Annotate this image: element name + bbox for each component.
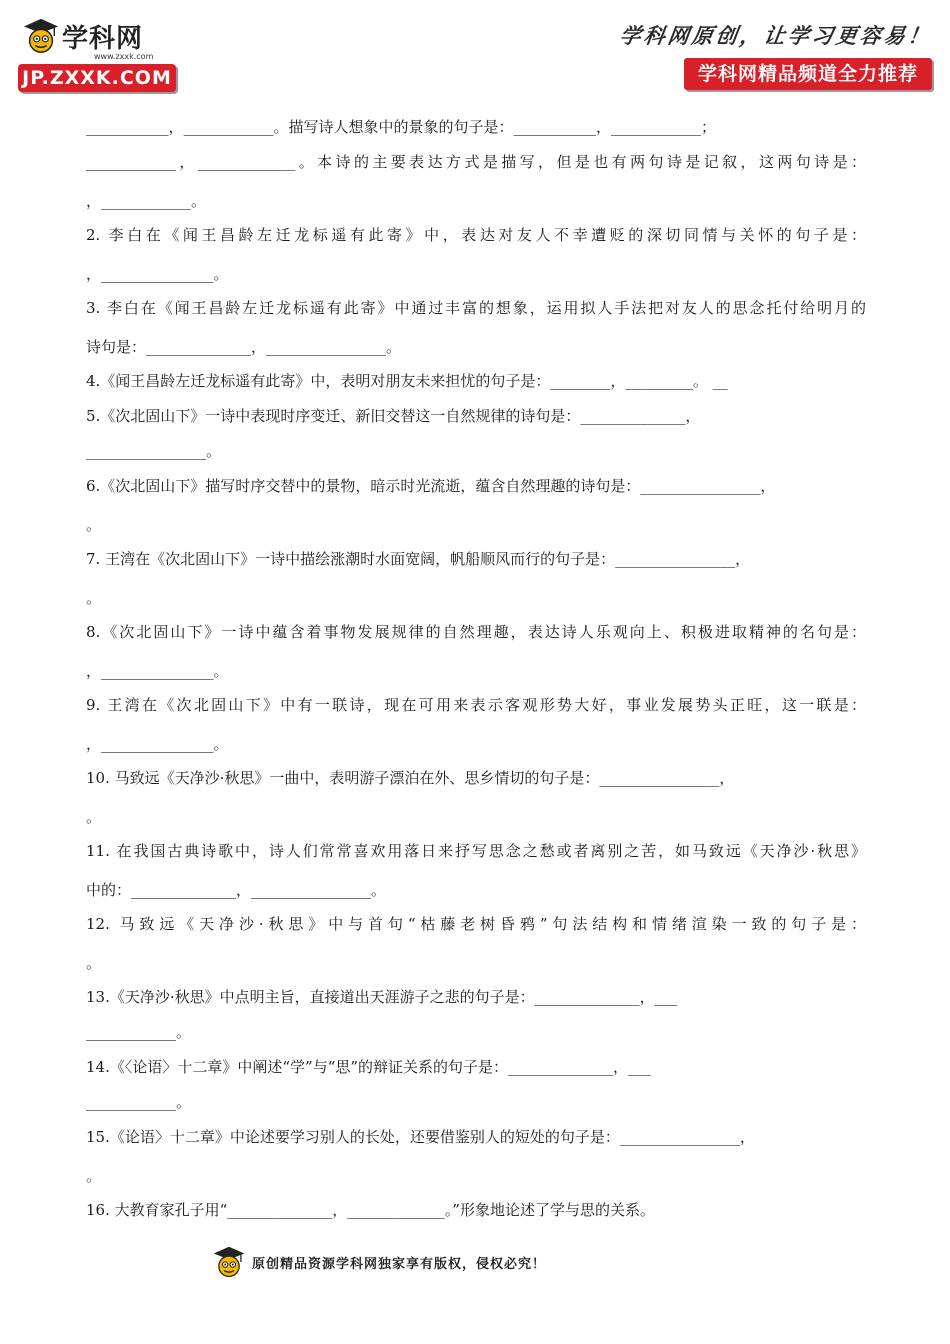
question-11: 11. 在我国古典诗歌中，诗人们常常喜欢用落日来抒写思念之愁或者离别之苦，如马致远《天净沙·秋思》 xyxy=(86,842,866,860)
text-line: ____________，_____________。本诗的主要表达方式是描写，但是也有两句诗是记叙，这两句诗是： xyxy=(86,153,866,171)
text-line: ，_______________。 xyxy=(86,662,229,680)
text-line: ，_______________。 xyxy=(86,265,229,283)
zxxk-logo[interactable] xyxy=(18,14,188,100)
text-line: 。 xyxy=(86,808,102,826)
copyright-notice: 原创精品资源学科网独家享有版权，侵权必究！ xyxy=(252,1256,547,1272)
mascot-icon xyxy=(22,16,60,56)
question-10: 10. 马致远《天净沙·秋思》一曲中，表明游子漂泊在外、思乡情切的句子是：________________， xyxy=(86,769,735,787)
question-5: 5.《次北固山下》一诗中表现时序变迁、新旧交替这一自然规律的诗句是：______________， xyxy=(86,407,701,425)
text-line: 中的：______________，________________。 xyxy=(86,881,387,899)
logo-url-small: www.zxxk.com xyxy=(94,52,154,61)
question-14: 14.《〈论语〉十二章》中阐述“学”与“思”的辩证关系的句子是：______________，___ xyxy=(86,1058,651,1076)
question-2: 2. 李白在《闻王昌龄左迁龙标遥有此寄》中，表达对友人不幸遭贬的深切同情与关怀的句子是： xyxy=(86,226,866,244)
question-7: 7. 王湾在《次北固山下》一诗中描绘涨潮时水面宽阔，帆船顺风而行的句子是：________________， xyxy=(86,550,751,568)
text-line: ____________。 xyxy=(86,1023,192,1041)
text-line: 。 xyxy=(86,516,102,534)
text-line: ____________。 xyxy=(86,1093,192,1111)
question-3: 3. 李白在《闻王昌龄左迁龙标遥有此寄》中通过丰富的想象，运用拟人手法把对友人的思念托付给明月的 xyxy=(86,299,866,317)
logo-badge[interactable]: JP.ZXXK.COM xyxy=(18,64,176,92)
text-line: ，____________。 xyxy=(86,192,207,210)
header-slogan: 学科网原创，让学习更容易！ xyxy=(618,23,934,48)
header-banner[interactable]: 学科网精品频道全力推荐 xyxy=(684,58,932,90)
question-16: 16. 大教育家孔子用“______________，_____________。”形象地论述了学与思的关系。 xyxy=(86,1201,655,1219)
text-line: 。 xyxy=(86,954,102,972)
question-6: 6.《次北固山下》描写时序交替中的景物，暗示时光流逝，蕴含自然理趣的诗句是：________________， xyxy=(86,477,776,495)
question-12: 12. 马致远《天净沙·秋思》中与首句“枯藤老树昏鸦”句法结构和情绪渲染一致的句子是： xyxy=(86,915,866,933)
question-13: 13.《天净沙·秋思》中点明主旨，直接道出天涯游子之悲的句子是：______________，___ xyxy=(86,988,678,1006)
text-line: ，_______________。 xyxy=(86,735,229,753)
question-9: 9. 王湾在《次北固山下》中有一联诗，现在可用来表示客观形势大好，事业发展势头正旺，这一联是： xyxy=(86,696,866,714)
question-15: 15.《论语〉十二章》中论述要学习别人的长处，还要借鉴别人的短处的句子是：________________， xyxy=(86,1128,755,1146)
text-line: 。 xyxy=(86,589,102,607)
question-8: 8.《次北固山下》一诗中蕴含着事物发展规律的自然理趣，表达诗人乐观向上、积极进取精神的名句是： xyxy=(86,623,866,641)
text-line: 诗句是：______________，________________。 xyxy=(86,338,402,356)
logo-name: 学科网 xyxy=(62,23,144,54)
page-header xyxy=(0,0,950,110)
question-4: 4.《闻王昌龄左迁龙标遥有此寄》中，表明对朋友未来担忧的句子是：________，_________。 __ xyxy=(86,372,728,390)
text-line: 。 xyxy=(86,1167,102,1185)
text-line: ________________。 xyxy=(86,442,222,460)
text-line: ___________，____________。描写诗人想象中的景象的句子是：___________，____________； xyxy=(86,118,717,136)
page-footer xyxy=(212,1244,546,1280)
mascot-icon xyxy=(212,1245,246,1279)
